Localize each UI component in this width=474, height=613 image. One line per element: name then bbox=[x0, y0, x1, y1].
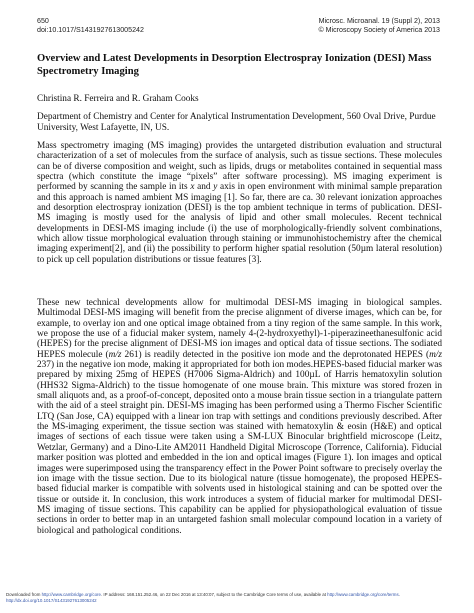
copyright-notice: © Microscopy Society of America 2013 bbox=[318, 25, 440, 34]
doi-link[interactable]: http://dx.doi.org/10.1017/S1431927613005242 bbox=[6, 598, 97, 603]
text-segment: Mass spectrometry imaging (MS imaging) provides the untargeted distribution evaluation and structural characterization of a set of molecules from the surface of analysis, such as tissue sections. These molecules can be of diverse composition and weight, such as lipids, drugs or metabolites contained in sequential mass spectra (which constitute the image “pixels” after software processing). MS imaging experiment is performed by scanning the sample in its bbox=[37, 141, 442, 193]
text-segment: 261) is readily detected in the positive ion mode and the deprotonated HEPES ( bbox=[121, 349, 430, 360]
header-left bbox=[37, 17, 144, 35]
page-number: 650 bbox=[37, 17, 49, 25]
affiliation: Department of Chemistry and Center for Analytical Instrumentation Development, 560 Oval Drive, Purdue University, West Lafayette, IN, US. bbox=[37, 112, 436, 134]
footer-text: . bbox=[398, 592, 400, 597]
terms-link[interactable]: http://www.cambridge.org/core/terms bbox=[327, 592, 399, 597]
download-footer bbox=[6, 592, 470, 604]
italic-mz: m/z bbox=[429, 349, 442, 360]
paper-title: Overview and Latest Developments in Desorption Electrospray Ionization (DESI) Mass Spectrometry Imaging bbox=[37, 53, 432, 77]
paragraph-2 bbox=[37, 298, 442, 536]
cambridge-core-link[interactable]: http://www.cambridge.org/core bbox=[41, 592, 101, 597]
text-segment: axis in open environment with minimal sample preparation and this approach is named ambient MS imaging [1]. So far, there are ca. 30 relevant ionization approaches and desorption electrospray ionization (DESI) is the top ambient technique in terms of publication. DESI-MS imaging is mostly used for the analysis of lipid and other small molecules. Recent technical developments in DESI-MS imaging include (i) the use of morphologically-friendly solvent combinations, which allow tissue morphological evaluation through staining or immunohistochemistry after the chemical imaging experiment[2], and (ii) the possibility to perform higher spatial resolution (50µm lateral resolution) to pick up cell population distributions or tissue features [3]. bbox=[37, 182, 442, 265]
journal-citation: Microsc. Microanal. 19 (Suppl 2), 2013 bbox=[318, 17, 440, 25]
italic-x: x bbox=[190, 182, 195, 193]
italic-mz: m/z bbox=[108, 349, 122, 360]
authors: Christina R. Ferreira and R. Graham Cooks bbox=[37, 94, 199, 104]
footer-text: . IP address: 168.151.252.46, on 22 Dec 2016 at 13:40:07, subject to the Cambridge Core terms of use, available at bbox=[100, 592, 328, 597]
text-segment: These new technical developments allow for multimodal DESI-MS imaging in biological samples. Multimodal DESI-MS imaging will benefit from the precise alignment of diverse images, which can be, for example, to overlay ion and one optical image obtained from a tiny region of the same sample. In this work, we propose the use of a fiducial maker system, namely 4-(2-hydroxyethyl)-1-piperazineethanesulfonic acid (HEPES) for the precise alignment of DESI-MS ion images and optical data of tissue sections. The sodiated HEPES molecule ( bbox=[37, 298, 442, 360]
header-right bbox=[318, 17, 440, 35]
text-segment: 237) in the negative ion mode, making it appropriated for both ion modes.HEPES-based fiducial marker was prepared by mixing 25mg of HEPES (H7006 Sigma-Aldrich) and 100µL of Harris hematoxylin solution (HHS32 Sigma-Aldrich) to the tissue homogenate of one mouse brain. This mixture was stored frozen in small aliquots and, as a proof-of-concept, deposited onto a mouse brain tissue section in a triangulate pattern with the aid of a steel straight pin. DESI-MS imaging has been performed using a Thermo Fischer Scientific LTQ (San Jose, CA) equipped with a linear ion trap with settings and conditions previously described. After the MS-imaging experiment, the tissue section was stained with hematoxylin & eosin (H&E) and optical images of sections of each tissue were taken using a SM-LUX Binocular brightfield microscope (Leitz, Wetzlar, Germany) and a Dino-Lite AM2011 Handheld Digital Microscope (Torrence, California). Fiducial marker position was plotted and embedded in the ion and optical images (Figure 1). Ion images and optical images were superimposed using the transparency effect in the Power Point software to precisely overlay the ion image with the tissue section. Due to its biological nature (tissue homogenate), the proposed HEPES-based fiducial marker is compatible with solvents used in histological staining and can be spotted over the tissue or outside it. In conclusion, this work introduces a system of fiducial marker for multimodal DESI-MS imaging of tissue sections. This capability can be applied for physiopathological evaluation of tissue sections in order to better map in an untargeted fashion small molecular compound location in a variety of biological and pathological conditions. bbox=[37, 360, 442, 536]
doi: doi:10.1017/S1431927613005242 bbox=[37, 25, 144, 34]
text-segment: and bbox=[194, 182, 214, 193]
italic-y: y bbox=[213, 182, 218, 193]
paragraph-1 bbox=[37, 141, 442, 265]
footer-text: Downloaded from bbox=[6, 592, 42, 597]
